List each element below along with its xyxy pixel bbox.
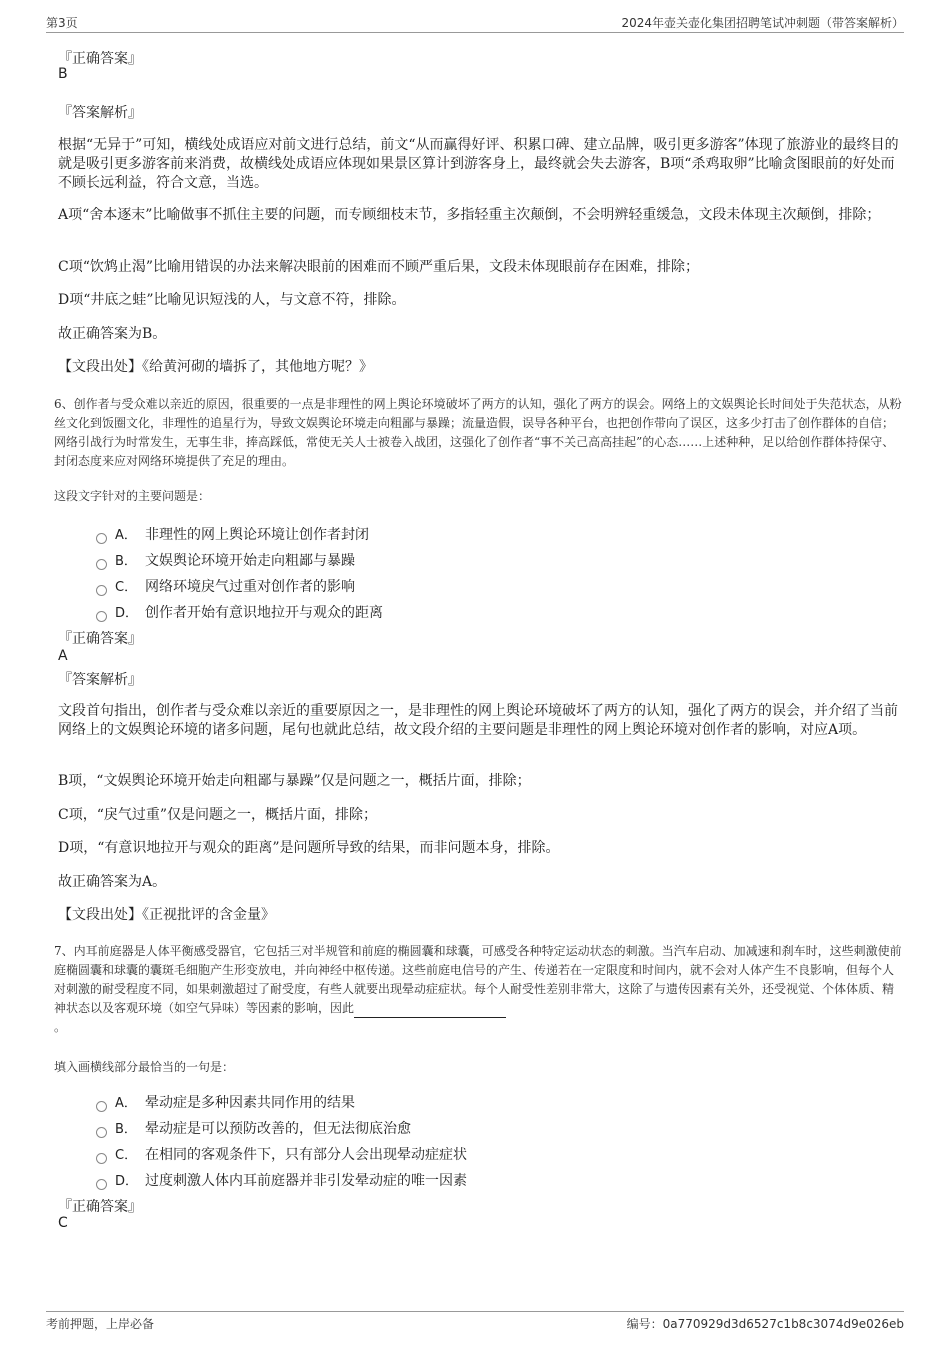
q5-analysis-p1: 根据“无异于”可知，横线处成语应对前文进行总结，前文“从而赢得好评、积累口碑、建立品牌，吸引更多游客”体现了旅游业的最终目的就是吸引更多游客前来消费，故横线处成语应体现如果景区算计到游客身上，最终就会失去游客，B项“杀鸡取卵”比喻贪图眼前的好处而不顾长远利益，符合文意，当选。 — [58, 137, 899, 191]
q6-source: 【文段出处】《正视批评的含金量》 — [58, 907, 275, 923]
radio-button[interactable] — [96, 1179, 107, 1190]
q7-option-d[interactable]: D． 过度刺激人体内耳前庭器并非引发晕动症的唯一因素 — [96, 1170, 467, 1190]
q6-analysis-p5: 故正确答案为A。 — [58, 874, 167, 890]
q5-answer: B — [58, 66, 68, 82]
radio-button[interactable] — [96, 611, 107, 622]
q5-analysis-p3: C项“饮鸩止渴”比喻用错误的办法来解决眼前的困难而不顾严重后果，文段未体现眼前存在困难，排除； — [58, 259, 700, 275]
q5-answer-label: 『正确答案』 — [58, 51, 142, 67]
radio-button[interactable] — [96, 559, 107, 570]
fill-blank-line[interactable] — [354, 1005, 506, 1018]
q7-stem: 7、内耳前庭器是人体平衡感受器官，它包括三对半规管和前庭的椭圆囊和球囊，可感受各种特定运动状态的刺激。当汽车启动、加减速和刹车时，这些刺激使前庭椭圆囊和球囊的囊斑毛细胞产生形变放电，并向神经中枢传递。这些前庭电信号的产生、传递若在一定限度和时间内，就不会对人体产生不良影响，但每个人对刺激的耐受程度不同，如果刺激超过了耐受度，有些人就要出现晕动症症状。每个人耐受性差别非常大，这除了与遗传因素有关外，还受视觉、个体体质、精神状态以及客观环境（如空气异味）等因素的影响，因此 。 — [54, 944, 902, 1034]
q7-prompt: 填入画横线部分最恰当的一句是： — [54, 1060, 235, 1074]
q7-option-b[interactable]: B． 晕动症是可以预防改善的，但无法彻底治愈 — [96, 1118, 411, 1138]
q6-option-c[interactable]: C． 网络环境戾气过重对创作者的影响 — [96, 576, 355, 596]
q5-analysis-label: 『答案解析』 — [58, 105, 142, 121]
q6-option-b[interactable]: B． 文娱舆论环境开始走向粗鄙与暴躁 — [96, 550, 355, 570]
q5-analysis-p5: 故正确答案为B。 — [58, 326, 167, 342]
radio-button[interactable] — [96, 533, 107, 544]
q6-prompt: 这段文字针对的主要问题是： — [54, 489, 211, 503]
radio-button[interactable] — [96, 585, 107, 596]
q6-analysis-p2: B项，“文娱舆论环境开始走向粗鄙与暴躁”仅是问题之一，概括片面，排除； — [58, 773, 531, 789]
q5-analysis-p2: A项“舍本逐末”比喻做事不抓住主要的问题，而专顾细枝末节，多指轻重主次颠倒，不会明辨轻重缓急，文段未体现主次颠倒，排除； — [58, 207, 881, 223]
q6-analysis-p3: C项，“戾气过重”仅是问题之一，概括片面，排除； — [58, 807, 378, 823]
q6-stem: 6、创作者与受众难以亲近的原因，很重要的一点是非理性的网上舆论环境破坏了两方的认知，强化了两方的误会。网络上的文娱舆论长时间处于失范状态，从粉丝文化到饭圈文化，非理性的追星行为，导致文娱舆论环境走向粗鄙与暴躁；流量造假，误导各种平台，也把创作带向了误区，这多少打击了创作群体的自信；网络引战行为时常发生，无事生非，捧高踩低，常使无关人士被卷入战团，这强化了创作者“事不关己高高挂起”的心态……上述种种，足以给创作群体持保守、封闭态度来应对网络环境提供了充足的理由。 — [54, 397, 902, 468]
q7-answer-label: 『正确答案』 — [58, 1199, 142, 1215]
q7-option-a[interactable]: A． 晕动症是多种因素共同作用的结果 — [96, 1092, 355, 1112]
footer-rule — [46, 1311, 904, 1312]
q6-answer-label: 『正确答案』 — [58, 631, 142, 647]
q6-analysis-p4: D项，“有意识地拉开与观众的距离”是问题所导致的结果，而非问题本身，排除。 — [58, 840, 560, 856]
radio-button[interactable] — [96, 1153, 107, 1164]
q7-answer: C — [58, 1215, 68, 1231]
header-rule — [46, 32, 904, 33]
q6-analysis-label: 『答案解析』 — [58, 672, 142, 688]
document-title: 2024年壶关壶化集团招聘笔试冲刺题（带答案解析） — [621, 16, 904, 30]
q7-option-c[interactable]: C． 在相同的客观条件下，只有部分人会出现晕动症症状 — [96, 1144, 467, 1164]
q6-analysis-p1: 文段首句指出，创作者与受众难以亲近的重要原因之一，是非理性的网上舆论环境破坏了两方的认知，强化了两方的误会，并介绍了当前网络上的文娱舆论环境的诸多问题，尾句也就此总结，故文段介绍的主要问题是非理性的网上舆论环境对创作者的影响，对应A项。 — [58, 703, 898, 738]
footer-motto: 考前押题，上岸必备 — [46, 1317, 155, 1331]
q5-source: 【文段出处】《给黄河砌的墙拆了，其他地方呢？》 — [58, 359, 373, 375]
q6-option-a[interactable]: A． 非理性的网上舆论环境让创作者封闭 — [96, 524, 369, 544]
page-number: 第3页 — [46, 16, 78, 30]
footer-code: 编号：0a770929d3d6527c1b8c3074d9e026eb — [626, 1317, 904, 1331]
q6-answer: A — [58, 648, 68, 664]
q5-analysis-p4: D项“井底之蛙”比喻见识短浅的人，与文意不符，排除。 — [58, 292, 406, 308]
radio-button[interactable] — [96, 1127, 107, 1138]
radio-button[interactable] — [96, 1101, 107, 1112]
q6-option-d[interactable]: D． 创作者开始有意识地拉开与观众的距离 — [96, 602, 383, 622]
